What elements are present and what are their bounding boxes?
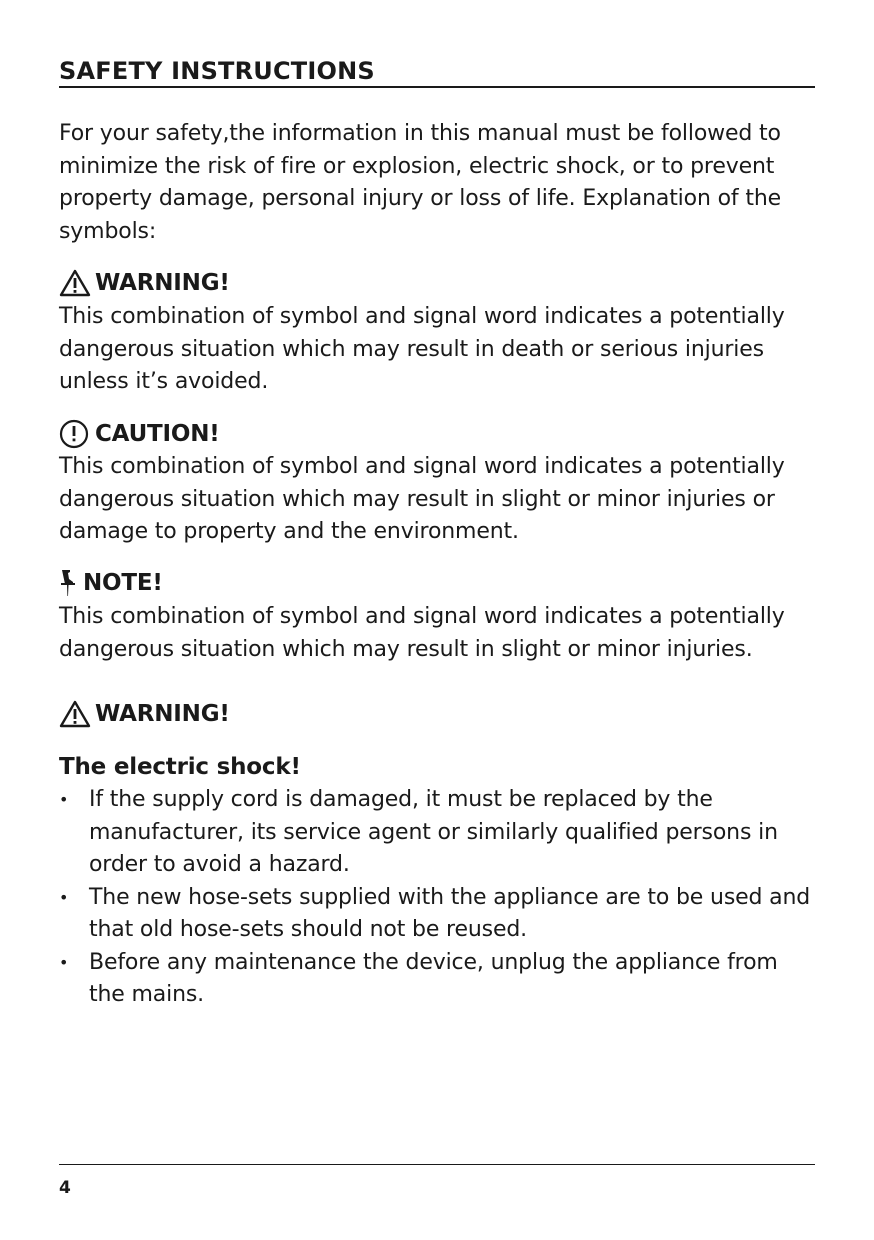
- note-label: NOTE!: [83, 570, 163, 596]
- warning-description: This combination of symbol and signal word indicates a potentially dangerous situation which may result in death or serious injuries unless it’s avoided.: [59, 304, 785, 394]
- list-item: • The new hose-sets supplied with the appliance are to be used and that old hose-sets should not be reused.: [59, 882, 815, 947]
- electric-shock-heading: The electric shock!: [59, 754, 301, 780]
- pushpin-icon: [59, 568, 79, 598]
- title-underline: [59, 86, 815, 88]
- warning-heading: [59, 267, 230, 299]
- warning-label: WARNING!: [95, 270, 230, 296]
- note-heading: [59, 567, 163, 599]
- intro-paragraph: For your safety,the information in this manual must be followed to minimize the risk of fire or explosion, electric shock, or to prevent property damage, personal injury or loss of life. Explanation of the symbols:: [59, 121, 781, 244]
- caution-label: CAUTION!: [95, 421, 220, 447]
- warning-triangle-icon: [59, 269, 91, 297]
- list-item: • If the supply cord is damaged, it must be replaced by the manufacturer, its service agent or similarly qualified persons in order to avoid a hazard.: [59, 784, 815, 882]
- warning-block-label: WARNING!: [95, 701, 230, 727]
- manual-page: [59, 0, 815, 1240]
- warning-block-heading: [59, 698, 230, 730]
- exclamation-circle-icon: [59, 419, 91, 449]
- footer-rule: [59, 1164, 815, 1165]
- page-number: 4: [59, 1178, 71, 1198]
- note-description: This combination of symbol and signal word indicates a potentially dangerous situation which may result in slight or minor injuries.: [59, 604, 785, 662]
- caution-description: This combination of symbol and signal word indicates a potentially dangerous situation which may result in slight or minor injuries or damage to property and the environment.: [59, 454, 785, 544]
- list-item: • Before any maintenance the device, unplug the appliance from the mains.: [59, 947, 815, 1012]
- warning-triangle-icon: [59, 700, 91, 728]
- electric-shock-list: [59, 784, 815, 1012]
- caution-heading: [59, 418, 220, 450]
- page-title: SAFETY INSTRUCTIONS: [59, 57, 375, 85]
